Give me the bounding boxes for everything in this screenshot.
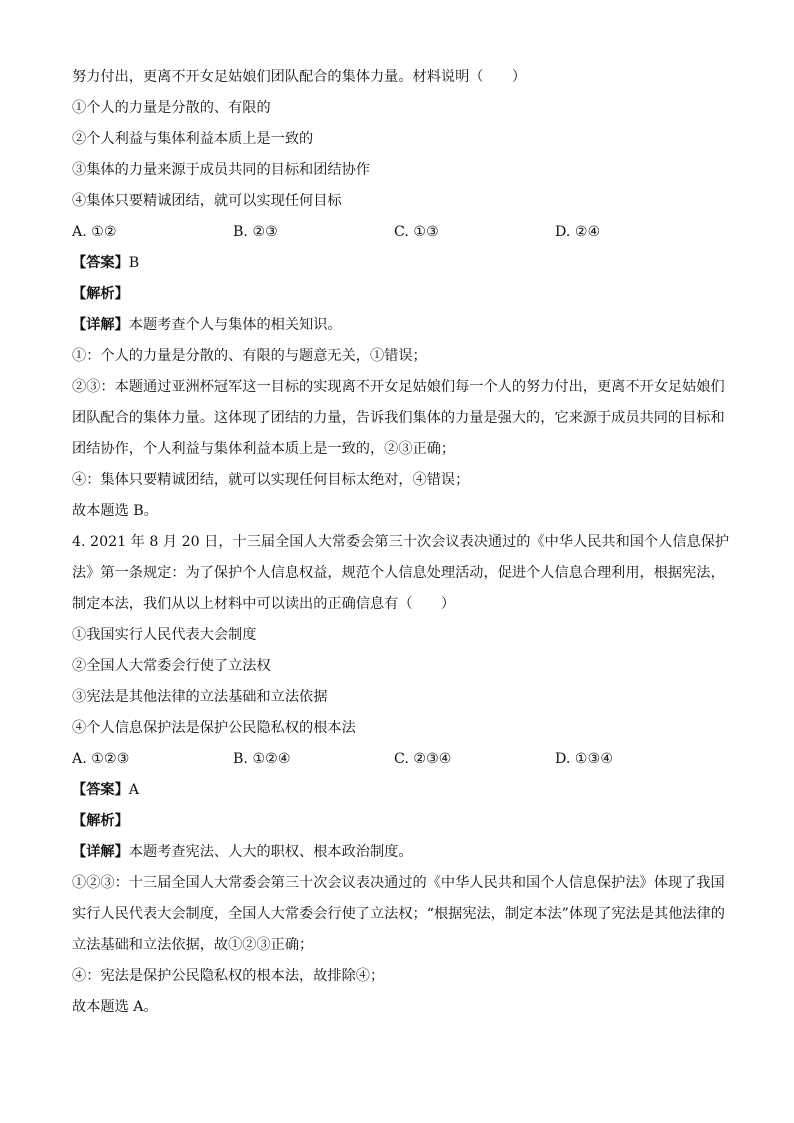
q3-explain-1: ①：个人的力量是分散的、有限的与题意无关，①错误； bbox=[72, 348, 427, 364]
q4-analysis-tag: 【解析】 bbox=[72, 813, 129, 829]
q4-option-d: D. ①③④ bbox=[555, 751, 614, 767]
q3-item-2: ②个人利益与集体利益本质上是一致的 bbox=[72, 131, 314, 147]
q4-item-4: ④个人信息保护法是保护公民隐私权的根本法 bbox=[72, 720, 356, 736]
q3-option-c: C. ①③ bbox=[394, 224, 439, 240]
q3-answer-tag: 【答案】 bbox=[72, 255, 129, 271]
q4-answer bbox=[72, 775, 732, 806]
q3-item-4: ④集体只要精诚团结，就可以实现任何目标 bbox=[72, 193, 342, 209]
q4-item-1: ①我国实行人民代表大会制度 bbox=[72, 627, 257, 643]
q4-item-3: ③宪法是其他法律的立法基础和立法依据 bbox=[72, 689, 328, 705]
q3-detail bbox=[72, 310, 732, 341]
q3-analysis-heading bbox=[72, 279, 732, 310]
q3-answer bbox=[72, 248, 732, 279]
q3-explain-3: ④：集体只要精诚团结，就可以实现任何目标太绝对，④错误； bbox=[72, 472, 470, 488]
document-page bbox=[72, 62, 732, 1023]
q3-analysis-tag: 【解析】 bbox=[72, 286, 129, 302]
q4-explain-1: ①②③：十三届全国人大常委会第三十次会议表决通过的《中华人民共和国个人信息保护法》体现了我国实行人民代表大会制度，全国人大常委会行使了立法权；“根据宪法，制定本法”体现了宪法是其他法律的立法基础和立法依据，故①②③正确； bbox=[72, 875, 725, 953]
q4-item-2: ②全国人大常委会行使了立法权 bbox=[72, 658, 271, 674]
q4-conclusion: 故本题选 A。 bbox=[72, 999, 158, 1015]
q3-item-3: ③集体的力量来源于成员共同的目标和团结协作 bbox=[72, 162, 370, 178]
q3-detail-intro: 本题考查个人与集体的相关知识。 bbox=[128, 317, 342, 333]
q3-option-a: A. ①② bbox=[72, 224, 117, 240]
q4-detail bbox=[72, 837, 732, 868]
q3-option-b: B. ②③ bbox=[233, 224, 278, 240]
q4-answer-value: A bbox=[128, 782, 140, 798]
q3-explain-2: ②③：本题通过亚洲杯冠军这一目标的实现离不开女足姑娘们每一个人的努力付出，更离不开女足姑娘们团队配合的集体力量。这体现了团结的力量，告诉我们集体的力量是强大的，它来源于成员共同的目标和团结协作，个人利益与集体利益本质上是一致的，②③正确； bbox=[72, 379, 725, 457]
q4-options bbox=[72, 744, 732, 775]
q4-option-b: B. ①②④ bbox=[233, 751, 291, 767]
q3-item-1: ①个人的力量是分散的、有限的 bbox=[72, 100, 271, 116]
q3-conclusion: 故本题选 B。 bbox=[72, 503, 158, 519]
q4-detail-tag: 【详解】 bbox=[72, 844, 129, 860]
q3-answer-value: B bbox=[128, 255, 140, 271]
q3-option-d: D. ②④ bbox=[555, 224, 601, 240]
q4-answer-tag: 【答案】 bbox=[72, 782, 129, 798]
q3-options bbox=[72, 217, 732, 248]
q4-stem: 4. 2021 年 8 月 20 日，十三届全国人大常委会第三十次会议表决通过的《中华人民共和国个人信息保护法》第一条规定：为了保护个人信息权益，规范个人信息处理活动，促进个人信息合理利用，根据宪法，制定本法，我们从以上材料中可以读出的正确信息有（ ） bbox=[72, 534, 730, 612]
q4-option-c: C. ②③④ bbox=[394, 751, 452, 767]
q4-explain-2: ④：宪法是保护公民隐私权的根本法，故排除④； bbox=[72, 968, 385, 984]
q4-option-a: A. ①②③ bbox=[72, 751, 130, 767]
q4-analysis-heading bbox=[72, 806, 732, 837]
q4-detail-intro: 本题考查宪法、人大的职权、根本政治制度。 bbox=[128, 844, 413, 860]
q3-stem-tail: 努力付出，更离不开女足姑娘们团队配合的集体力量。材料说明（ ） bbox=[72, 69, 527, 85]
q3-detail-tag: 【详解】 bbox=[72, 317, 129, 333]
